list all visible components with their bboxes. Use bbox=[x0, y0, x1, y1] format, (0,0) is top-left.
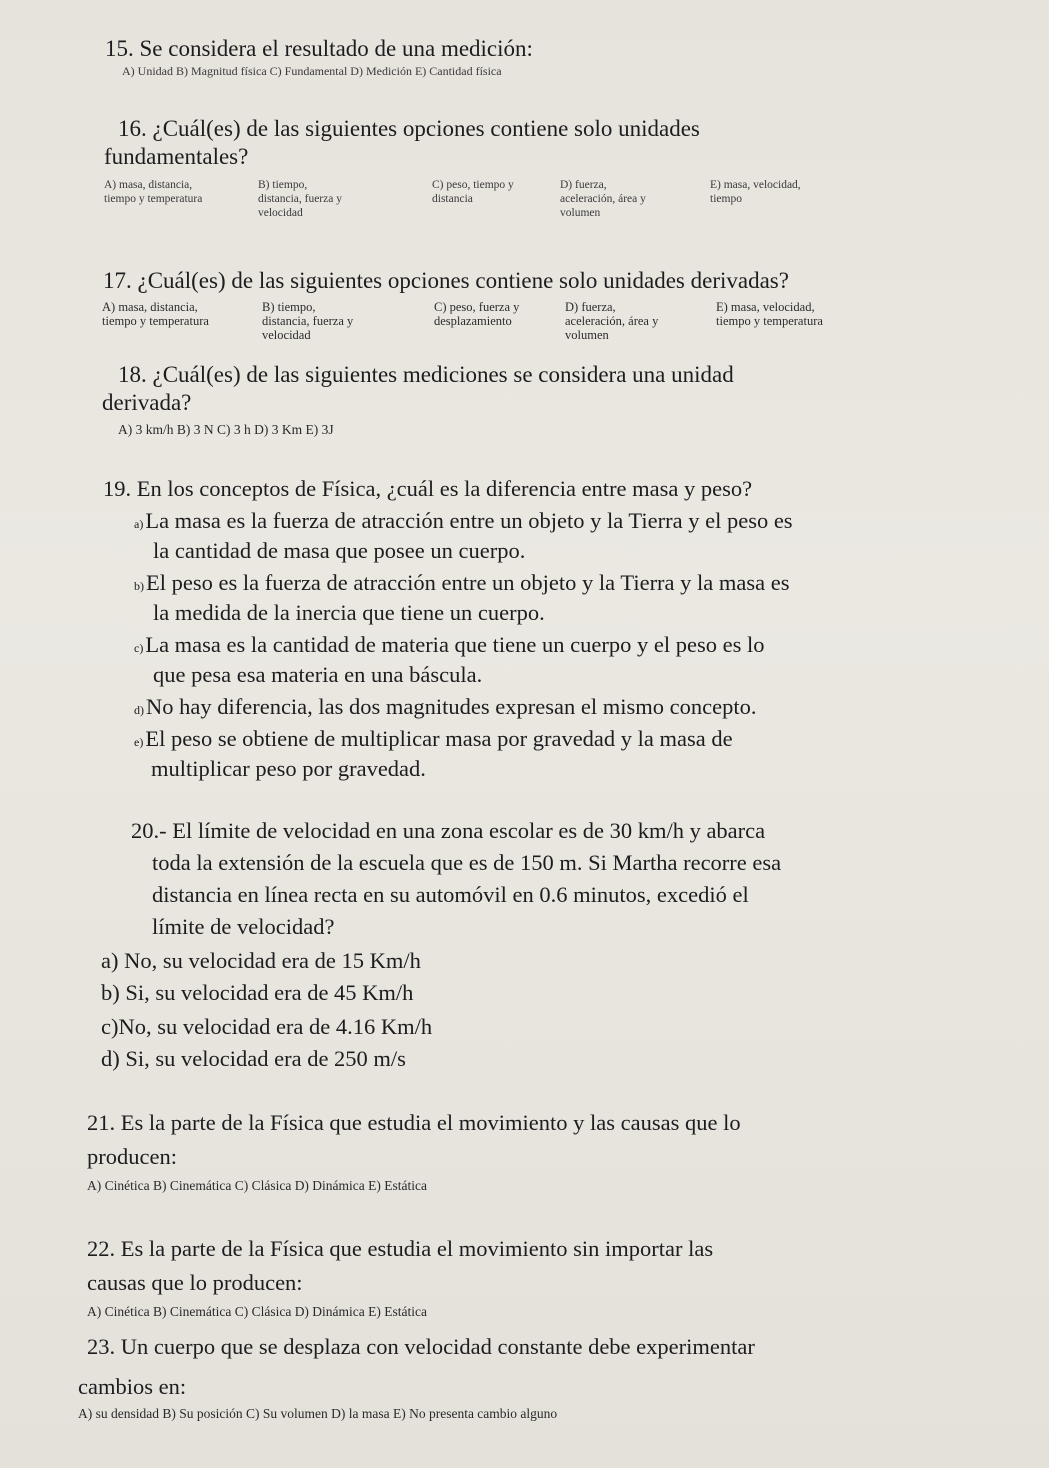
q17-option-a: A) masa, distancia, tiempo y temperatura bbox=[102, 300, 209, 328]
q19-option-b-text: El peso es la fuerza de atracción entre un objeto y la Tierra y la masa es bbox=[146, 570, 790, 595]
q22-line2: causas que lo producen: bbox=[87, 1270, 303, 1295]
q19-option-a-line1 bbox=[134, 508, 793, 534]
q16-title-line1: 16. ¿Cuál(es) de las siguientes opciones contiene solo unidades bbox=[118, 116, 700, 141]
q18-options: A) 3 km/h B) 3 N C) 3 h D) 3 Km E) 3J bbox=[118, 422, 334, 437]
q20-line3: distancia en línea recta en su automóvil en 0.6 minutos, excedió el bbox=[152, 882, 749, 907]
q21-line2: producen: bbox=[87, 1144, 177, 1169]
q20-line1: 20.- El límite de velocidad en una zona escolar es de 30 km/h y abarca bbox=[131, 818, 766, 843]
q19-option-e-text: El peso se obtiene de multiplicar masa por gravedad y la masa de bbox=[145, 726, 733, 751]
q19-option-d bbox=[134, 694, 756, 720]
q17-title: 17. ¿Cuál(es) de las siguientes opciones contiene solo unidades derivadas? bbox=[103, 268, 789, 293]
q19-option-a-text: La masa es la fuerza de atracción entre un objeto y la Tierra y el peso es bbox=[145, 508, 793, 533]
q19-option-a-line2: la cantidad de masa que posee un cuerpo. bbox=[153, 538, 526, 563]
q21-line1: 21. Es la parte de la Física que estudia el movimiento y las causas que lo bbox=[87, 1110, 741, 1135]
q21-options: A) Cinética B) Cinemática C) Clásica D) Dinámica E) Estática bbox=[87, 1178, 428, 1193]
q20-option-c: c)No, su velocidad era de 4.16 Km/h bbox=[101, 1014, 433, 1039]
q23-options: A) su densidad B) Su posición C) Su volumen D) la masa E) No presenta cambio alguno bbox=[78, 1406, 558, 1421]
q16-option-d: D) fuerza, aceleración, área y volumen bbox=[560, 179, 646, 219]
q19-option-e-line2: multiplicar peso por gravedad. bbox=[151, 756, 426, 781]
q15-options: A) Unidad B) Magnitud física C) Fundamental D) Medición E) Cantidad física bbox=[122, 64, 502, 78]
q20-line4: límite de velocidad? bbox=[152, 914, 335, 939]
q19-option-c-label: c) bbox=[134, 641, 144, 655]
q19-option-b-line1 bbox=[134, 570, 790, 596]
q16-title-line2: fundamentales? bbox=[104, 144, 249, 169]
q20-option-a: a) No, su velocidad era de 15 Km/h bbox=[101, 948, 421, 973]
q19-option-c-line1 bbox=[134, 632, 764, 658]
q16-option-b: B) tiempo, distancia, fuerza y velocidad bbox=[258, 179, 342, 219]
q20-line2: toda la extensión de la escuela que es de 150 m. Si Martha recorre esa bbox=[152, 850, 782, 875]
q18-title-line2: derivada? bbox=[102, 390, 192, 415]
q16-option-a: A) masa, distancia, tiempo y temperatura bbox=[104, 179, 203, 205]
q17-option-d: D) fuerza, aceleración, área y volumen bbox=[565, 300, 659, 342]
q15-title: 15. Se considera el resultado de una medición: bbox=[105, 36, 533, 61]
q20-option-b: b) Si, su velocidad era de 45 Km/h bbox=[101, 980, 414, 1005]
q22-line1: 22. Es la parte de la Física que estudia el movimiento sin importar las bbox=[87, 1236, 714, 1261]
q20-option-d: d) Si, su velocidad era de 250 m/s bbox=[101, 1046, 406, 1071]
q23-line2: cambios en: bbox=[78, 1374, 187, 1399]
q19-option-c-text: La masa es la cantidad de materia que tiene un cuerpo y el peso es lo bbox=[145, 632, 765, 657]
q17-option-c: C) peso, fuerza y desplazamiento bbox=[434, 300, 520, 328]
q16-option-c: C) peso, tiempo y distancia bbox=[432, 179, 514, 205]
q19-option-b-line2: la medida de la inercia que tiene un cuerpo. bbox=[153, 600, 545, 625]
q18-title-line1: 18. ¿Cuál(es) de las siguientes mediciones se considera una unidad bbox=[118, 362, 734, 387]
q19-title: 19. En los conceptos de Física, ¿cuál es la diferencia entre masa y peso? bbox=[103, 476, 753, 501]
q17-option-b: B) tiempo, distancia, fuerza y velocidad bbox=[262, 300, 354, 342]
q19-option-c-line2: que pesa esa materia en una báscula. bbox=[153, 662, 483, 687]
q22-options: A) Cinética B) Cinemática C) Clásica D) Dinámica E) Estática bbox=[87, 1304, 428, 1319]
q19-option-e-label: e) bbox=[134, 735, 144, 749]
q19-option-d-label: d) bbox=[134, 703, 144, 717]
q19-option-a-label: a) bbox=[134, 517, 144, 531]
q23-line1: 23. Un cuerpo que se desplaza con velocidad constante debe experimentar bbox=[87, 1334, 755, 1359]
q17-option-e: E) masa, velocidad, tiempo y temperatura bbox=[716, 300, 823, 328]
q19-option-d-text: No hay diferencia, las dos magnitudes expresan el mismo concepto. bbox=[146, 694, 757, 719]
q16-option-e: E) masa, velocidad, tiempo bbox=[710, 179, 801, 205]
q19-option-b-label: b) bbox=[134, 579, 144, 593]
q19-option-e-line1 bbox=[134, 726, 733, 752]
